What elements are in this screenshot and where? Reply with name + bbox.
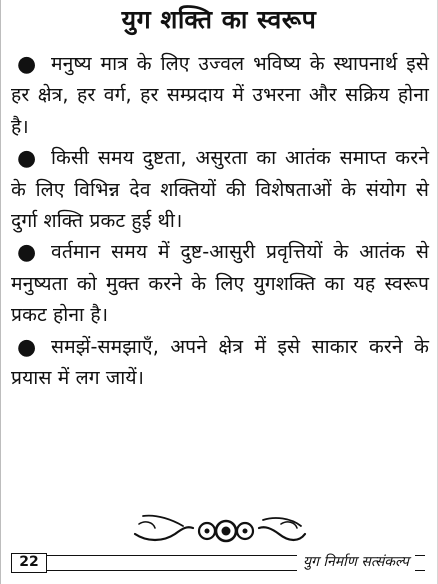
ornament-divider-icon [133, 512, 307, 546]
bullet-paragraph-4: ● समझें-समझाएँ, अपने क्षेत्र में इसे साकार करने के प्रयास में लग जायें। [11, 334, 429, 390]
paragraph-text: मनुष्य मात्र के लिए उज्वल भविष्य के स्थापनार्थ इसे हर क्षेत्र, हर वर्ग, हर सम्प्रदाय में उभरना और सक्रिय होना है। [11, 52, 429, 138]
bullet-paragraph-3: ● वर्तमान समय में दुष्ट-आसुरी प्रवृत्तियों के आतंक से मनुष्यता को मुक्त करने के लिए युगशक्ति का यह स्वरूप प्रकट होना है। [11, 240, 429, 327]
body-text [11, 48, 429, 393]
paragraph-text: किसी समय दुष्टता, असुरता का आतंक समाप्त करने के लिए विभिन्न देव शक्तियों की विशेषताओं के संयोग से दुर्गा शक्ति प्रकट हुई थी। [11, 146, 429, 233]
bullet-paragraph-2: ● किसी समय दुष्टता, असुरता का आतंक समाप्त करने के लिए विभिन्न देव शक्तियों की विशेषताओं के संयोग से दुर्गा शक्ति प्रकट हुई थी। [11, 146, 429, 233]
bullet-paragraph-1: ● मनुष्य मात्र के लिए उज्वल भविष्य के स्थापनार्थ इसे हर क्षेत्र, हर वर्ग, हर सम्प्रदाय में उभरना और सक्रिय होना है। [11, 52, 429, 138]
page-number: 22 [11, 553, 47, 573]
paragraph-text: समझें-समझाएँ, अपने क्षेत्र में इसे साकार करने के प्रयास में लग जायें। [11, 334, 429, 390]
footer-book-title: युग निर्माण सत्संकल्प [297, 551, 415, 573]
paragraph-text: वर्तमान समय में दुष्ट-आसुरी प्रवृत्तियों के आतंक से मनुष्यता को मुक्त करने के लिए युगशक्ति का यह स्वरूप प्रकट होना है। [11, 240, 429, 327]
page-title: युग शक्ति का स्वरूप [121, 5, 317, 34]
page-footer [11, 553, 427, 575]
